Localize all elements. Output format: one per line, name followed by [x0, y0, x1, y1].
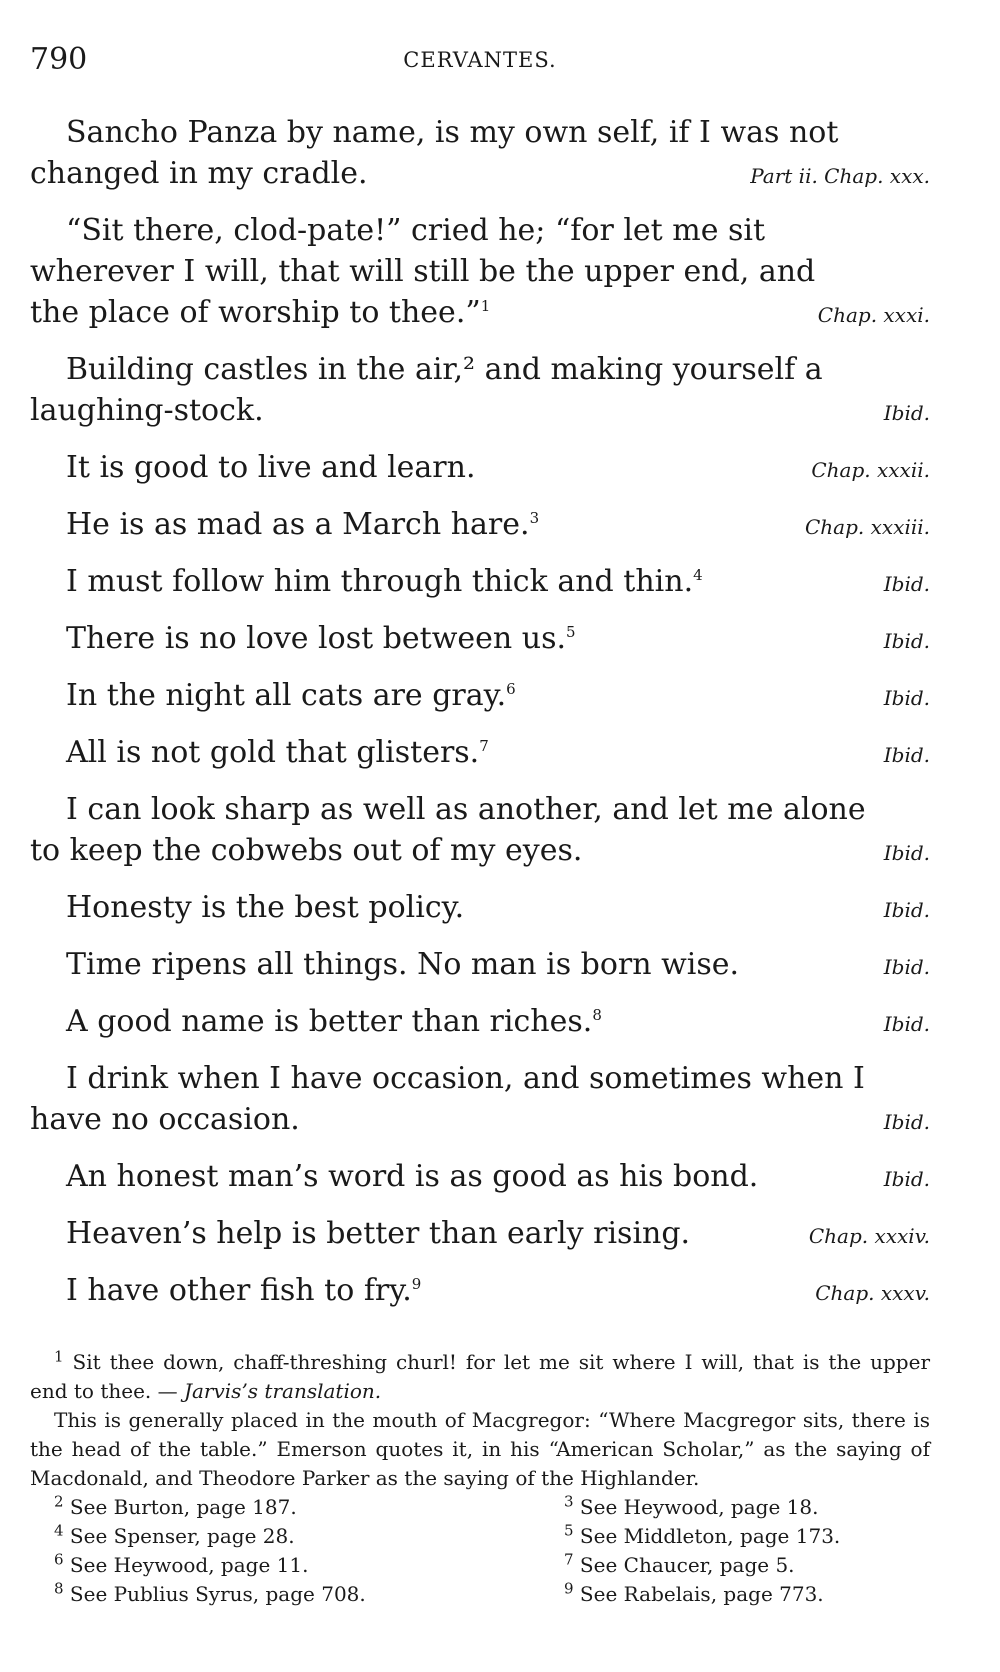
quotation-text: Honesty is the best policy.: [66, 890, 465, 925]
footnote-reference: [540, 1493, 930, 1522]
quotation-entry: [30, 447, 930, 491]
quotation-text: have no occasion.: [30, 1102, 300, 1137]
footnote-reference-text: See Publius Syrus, page 708.: [63, 1582, 366, 1606]
quotation-entry: [30, 349, 930, 434]
citation: Chap. xxxv.: [815, 1281, 930, 1305]
quotation-entry: [30, 504, 930, 548]
footnote-number: 7: [564, 1550, 574, 1569]
quotation-final-line: [30, 504, 930, 548]
quotation-text: changed in my cradle.: [30, 156, 368, 191]
quotation-final-line: [30, 1156, 930, 1200]
citation: Ibid.: [883, 572, 930, 596]
footnotes: [30, 1348, 930, 1609]
quotation-text: laughing-stock.: [30, 393, 264, 428]
footnote-number: 1: [54, 1347, 64, 1366]
citation: Ibid.: [883, 401, 930, 425]
footnote-marker: 1: [480, 297, 491, 315]
quotation-text: An honest man’s word is as good as his bond.: [66, 1159, 759, 1194]
footnote-1-continuation: This is generally placed in the mouth of Macgregor: “Where Macgregor sits, there is the head of the table.” Emerson quotes it, in his “American Scholar,” as the saying of Macdonald, and Theodore Parker as the saying of the Highlander.: [30, 1408, 930, 1490]
citation: Ibid.: [883, 898, 930, 922]
footnote-text: Sit thee down, chaff-threshing churl! for let me sit where I will, that is the upper end to thee. —: [30, 1350, 931, 1403]
footnote-reference: [30, 1493, 540, 1522]
quotation-final-line: [30, 830, 930, 874]
quotation-entry: [30, 1001, 930, 1045]
citation: Chap. xxxi.: [817, 303, 930, 327]
footnote-number: 6: [54, 1550, 64, 1569]
quotation-text: All is not gold that glisters.$^7$: [66, 735, 489, 770]
footnote-number: 3: [564, 1492, 574, 1511]
running-head: CERVANTES.: [403, 48, 557, 72]
quotation-final-line: [30, 390, 930, 434]
quotation-entry: [30, 789, 930, 874]
quotation-entry: [30, 1270, 930, 1314]
page-header: [30, 42, 930, 82]
citation: Part ii. Chap. xxx.: [750, 164, 930, 188]
quotation-text: I have other fish to fry.$^9$: [66, 1273, 422, 1308]
quotation-final-line: [30, 732, 930, 776]
footnote-1: [30, 1348, 930, 1406]
quotation-final-line: [30, 1270, 930, 1314]
footnote-source: Jarvis’s translation.: [183, 1379, 382, 1403]
footnote-number: 8: [54, 1579, 64, 1598]
citation: Chap. xxxii.: [811, 458, 930, 482]
quotation-text: He is as mad as a March hare.$^3$: [66, 507, 540, 542]
quotation-line: “Sit there, clod-pate!” cried he; “for let me sit: [66, 213, 766, 248]
quotation-final-line: [30, 887, 930, 931]
quotation-text: There is no love lost between us.$^5$: [66, 621, 576, 656]
citation: Ibid.: [883, 1110, 930, 1134]
quotation-list: [30, 112, 930, 1327]
quotation-entry: [30, 1156, 930, 1200]
footnote-reference-text: See Heywood, page 18.: [573, 1495, 819, 1519]
footnote-marker: 6: [506, 680, 516, 698]
citation: Chap. xxxiii.: [804, 515, 930, 539]
footnote-reference: [540, 1551, 930, 1580]
footnote-reference: [30, 1522, 540, 1551]
quotation-final-line: [30, 153, 930, 197]
quotation-line: wherever I will, that will still be the upper end, and: [30, 254, 816, 289]
quotation-text: It is good to live and learn.: [66, 450, 476, 485]
footnote-reference-text: See Chaucer, page 5.: [573, 1553, 795, 1577]
footnote-marker: 4: [693, 566, 703, 584]
quotation-entry: [30, 675, 930, 719]
footnote-reference: [540, 1580, 930, 1609]
quotation-text: A good name is better than riches.$^8$: [66, 1004, 602, 1039]
quotation-entry: [30, 887, 930, 931]
quotation-final-line: [30, 1099, 930, 1143]
quotation-final-line: [30, 944, 930, 988]
citation: Ibid.: [883, 1012, 930, 1036]
footnote-reference: [30, 1580, 540, 1609]
quotation-entry: [30, 112, 930, 197]
footnote-number: 4: [54, 1521, 64, 1540]
footnote-reference-text: See Burton, page 187.: [63, 1495, 297, 1519]
citation: Ibid.: [883, 841, 930, 865]
quotation-final-line: [30, 292, 930, 336]
footnote-reference: [30, 1551, 540, 1580]
quotation-line: Building castles in the air,² and making yourself a: [66, 352, 823, 387]
footnote-reference-text: See Spenser, page 28.: [63, 1524, 295, 1548]
footnote-number: 9: [564, 1579, 574, 1598]
quotation-final-line: [30, 675, 930, 719]
citation: Ibid.: [883, 743, 930, 767]
footnote-reference-text: See Heywood, page 11.: [63, 1553, 309, 1577]
quotation-entry: [30, 618, 930, 662]
quotation-text: the place of worship to thee.”$^1$: [30, 295, 491, 330]
citation: Ibid.: [883, 629, 930, 653]
footnote-marker: 9: [411, 1275, 422, 1293]
quotation-final-line: [30, 618, 930, 662]
quotation-final-line: [30, 561, 930, 605]
quotation-entry: [30, 732, 930, 776]
quotation-line: I drink when I have occasion, and sometimes when I: [66, 1061, 865, 1096]
footnote-number: 2: [54, 1492, 64, 1511]
footnote-reference-text: See Rabelais, page 773.: [573, 1582, 824, 1606]
quotation-entry: [30, 210, 930, 336]
quotation-final-line: [30, 1001, 930, 1045]
page-number: 790: [30, 42, 88, 77]
citation: Ibid.: [883, 686, 930, 710]
citation: Chap. xxxiv.: [808, 1224, 930, 1248]
quotation-entry: [30, 1213, 930, 1257]
quotation-text: Time ripens all things. No man is born wise.: [66, 947, 740, 982]
footnote-reference: [540, 1522, 930, 1551]
footnote-marker: 8: [592, 1006, 602, 1024]
quotation-final-line: [30, 1213, 930, 1257]
quotation-entry: [30, 1058, 930, 1143]
footnote-marker: 3: [529, 509, 540, 527]
footnote-reference-text: See Middleton, page 173.: [573, 1524, 841, 1548]
footnote-marker: 7: [479, 737, 489, 755]
quotation-text: Heaven’s help is better than early rising.: [66, 1216, 691, 1251]
footnote-marker: 5: [566, 623, 576, 641]
quotation-line: I can look sharp as well as another, and let me alone: [66, 792, 866, 827]
footnote-references: [30, 1493, 930, 1609]
footnote-number: 5: [564, 1521, 574, 1540]
quotation-text: I must follow him through thick and thin.$^4$: [66, 564, 703, 599]
quotation-line: Sancho Panza by name, is my own self, if I was not: [66, 115, 839, 150]
quotation-text: to keep the cobwebs out of my eyes.: [30, 833, 583, 868]
citation: Ibid.: [883, 1167, 930, 1191]
quotation-final-line: [30, 447, 930, 491]
quotation-text: In the night all cats are gray.$^6$: [66, 678, 516, 713]
quotation-entry: [30, 561, 930, 605]
citation: Ibid.: [883, 955, 930, 979]
quotation-entry: [30, 944, 930, 988]
